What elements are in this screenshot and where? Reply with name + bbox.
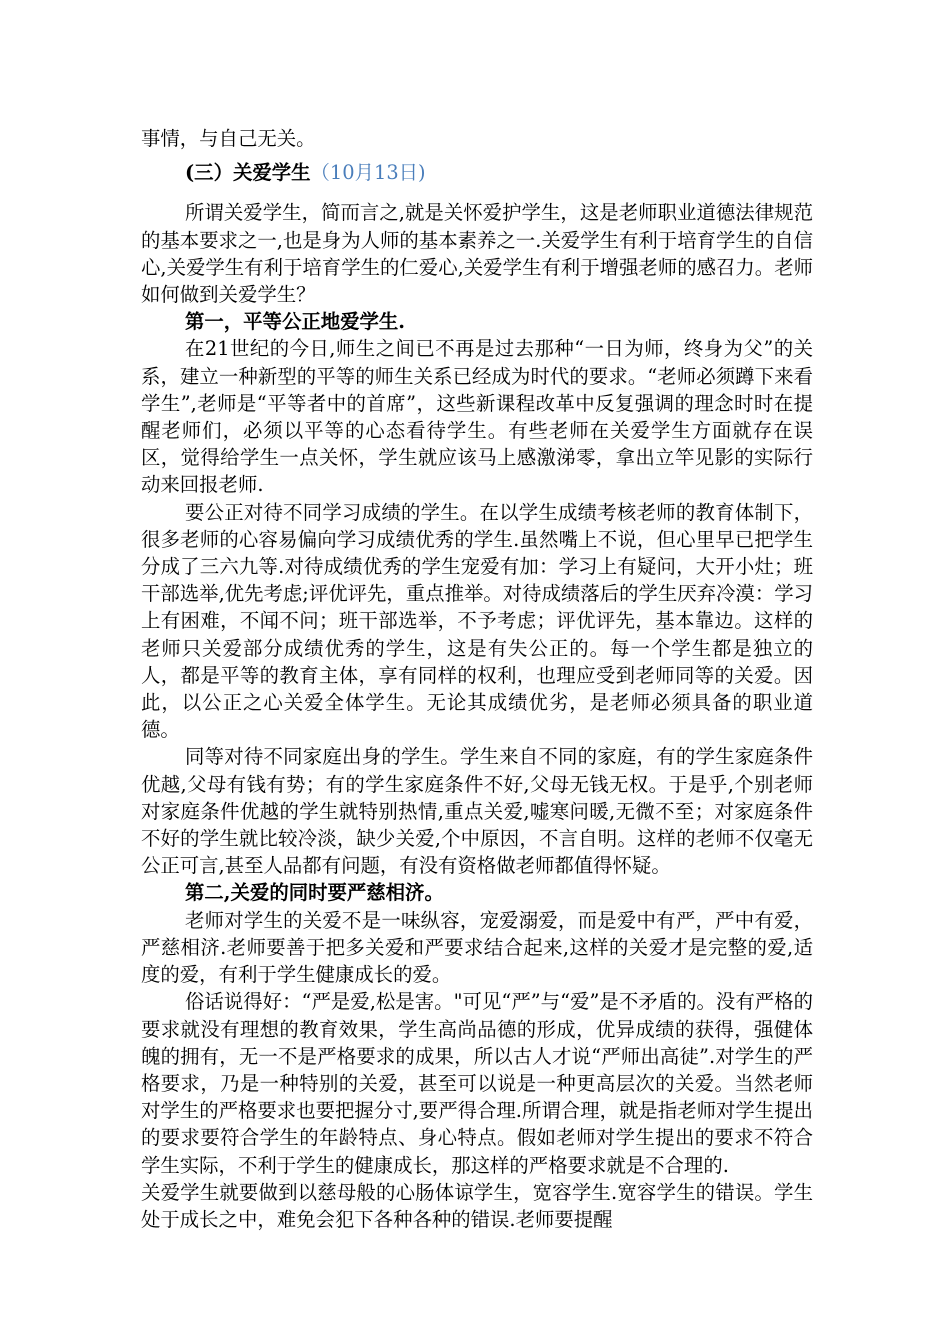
intro-paragraph: 所谓关爱学生，简而言之,就是关怀爱护学生，这是老师职业道德法律规范的基本要求之一,也是身为人师的基本素养之一.关爱学生有利于培育学生的自信心,关爱学生有利于培育学生的仁爱心,关爱学生有利于增强老师的感召力。老师如何做到关爱学生？ [141,201,813,307]
paragraph-1: 在21世纪的今日,师生之间已不再是过去那种“一日为师，终身为父”的关系，建立一种新型的平等的师生关系已经成为时代的要求。“老师必须蹲下来看学生”,老师是“平等者中的首席”，这些新课程改革中反复强调的理念时时在提醒老师们，必须以平等的心态看待学生。有些老师在关爱学生方面就存在误区，觉得给学生一点关怀，学生就应该马上感激涕零，拿出立竿见影的实际行动来回报老师. [141,337,813,497]
paragraph-3: 同等对待不同家庭出身的学生。学生来自不同的家庭，有的学生家庭条件优越,父母有钱有势；有的学生家庭条件不好,父母无钱无权。于是乎,个别老师对家庭条件优越的学生就特别热情,重点关爱,嘘寒问暖,无微不至；对家庭条件不好的学生就比较冷淡，缺少关爱,个中原因，不言自明。这样的老师不仅毫无公正可言,甚至人品都有问题，有没有资格做老师都值得怀疑。 [141,745,813,878]
paragraph-2: 要公正对待不同学习成绩的学生。在以学生成绩考核老师的教育体制下，很多老师的心容易偏向学习成绩优秀的学生.虽然嘴上不说，但心里早已把学生分成了三六九等.对待成绩优秀的学生宠爱有加：学习上有疑问，大开小灶；班干部选举,优先考虑;评优评先，重点推举。对待成绩落后的学生厌弃冷漠：学习上有困难，不闻不问；班干部选举，不予考虑；评优评先，基本靠边。这样的老师只关爱部分成绩优秀的学生，这是有失公正的。每一个学生都是独立的人，都是平等的教育主体，享有同样的权利，也理应受到老师同等的关爱。因此，以公正之心关爱全体学生。无论其成绩优劣，是老师必须具备的职业道德。 [141,500,813,742]
section-heading [141,159,813,186]
section-date: （10月13日) [310,161,426,185]
document-body [141,125,813,1233]
top-fragment: 事情，与自己无关。 [141,127,316,150]
heading-second: 第二,关爱的同时要严慈相济。 [185,881,444,905]
heading-first: 第一，平等公正地爱学生. [185,310,406,334]
paragraph-5: 俗话说得好：“严是爱,松是害。"可见“严”与“爱”是不矛盾的。没有严格的要求就没有理想的教育效果，学生高尚品德的形成，优异成绩的获得，强健体魄的拥有，无一不是严格要求的成果，所以古人才说“严师出高徒”.对学生的严格要求，乃是一种特别的关爱，甚至可以说是一种更高层次的关爱。当然老师对学生的严格要求也要把握分寸,要严得合理.所谓合理，就是指老师对学生提出的要求要符合学生的年龄特点、身心特点。假如老师对学生提出的要求不符合学生实际，不利于学生的健康成长，那这样的严格要求就是不合理的. [141,990,813,1177]
section-title: (三）关爱学生 [185,161,311,185]
paragraph-6: 关爱学生就要做到以慈母般的心肠体谅学生，宽容学生.宽容学生的错误。学生处于成长之中，难免会犯下各种各种的错误.老师要提醒 [141,1180,813,1231]
paragraph-4: 老师对学生的关爱不是一味纵容，宠爱溺爱，而是爱中有严，严中有爱，严慈相济.老师要善于把多关爱和严要求结合起来,这样的关爱才是完整的爱,适度的爱，有利于学生健康成长的爱。 [141,908,813,987]
